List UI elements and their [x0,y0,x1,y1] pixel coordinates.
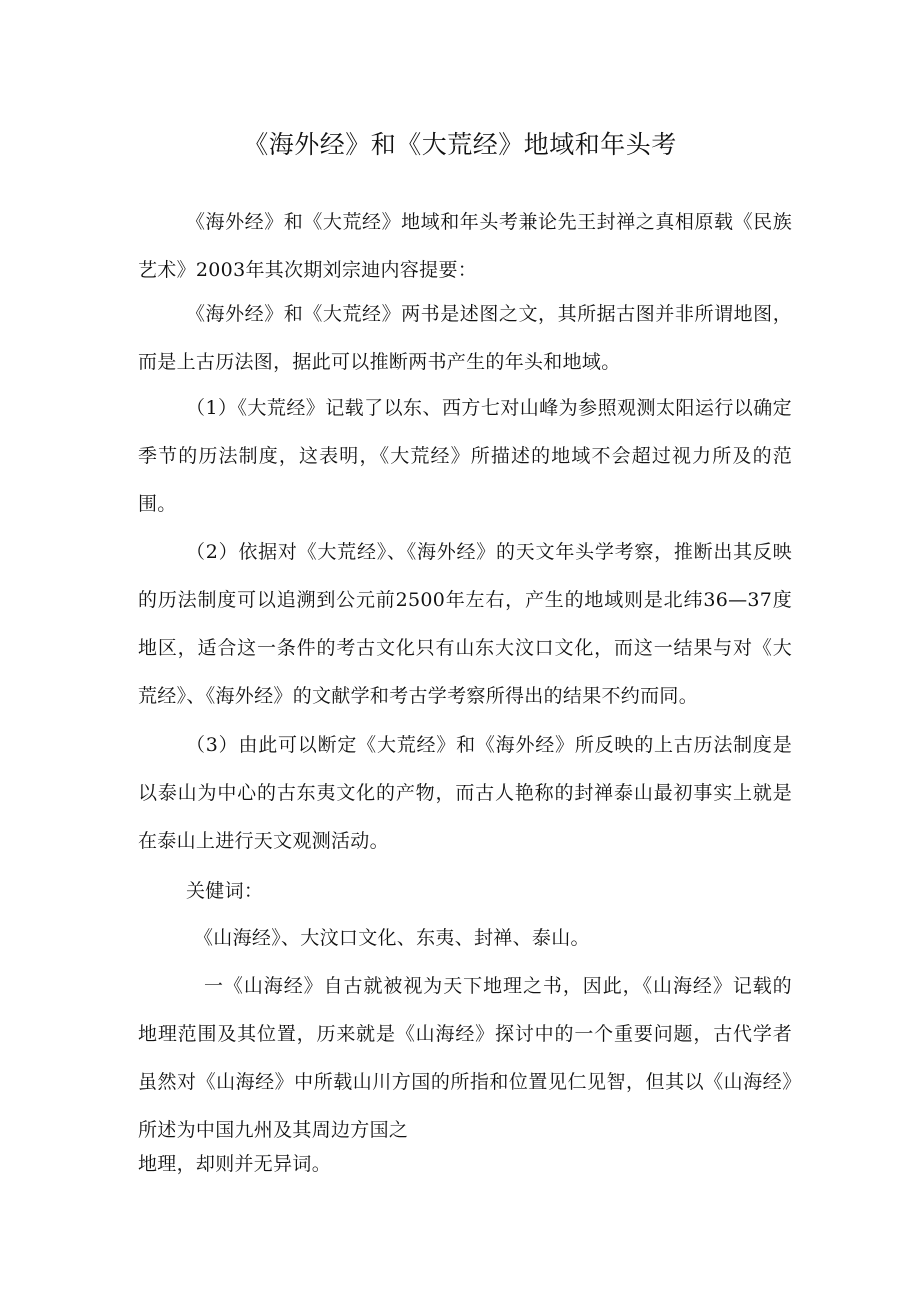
keywords-label: 关健词： [186,880,264,902]
paragraph-point-2: （2）依据对《大荒经》、《海外经》的天文年头学考察，推断出其反映的历法制度可以追溯到公元前2500年左右，产生的地域则是北纬36—37度地区，适合这一条件的考古文化只有山东大汶口文化，而这一结果与对《大荒经》、《海外经》的文献学和考古学考察所得出的结果不约而同。 [138,541,792,707]
paragraph-intro: 《海外经》和《大荒经》地域和年头考兼论先王封禅之真相原载《民族艺术》2003年其次期刘宗迪内容提要： [138,211,792,281]
keywords-list: 《山海经》、大汶口文化、东夷、封禅、泰山。 [194,927,590,949]
paragraph-continuation: 地理，却则并无异词。 [138,1153,332,1175]
paragraph-point-1: （1）《大荒经》记载了以东、西方七对山峰为参照观测太阳运行以确定季节的历法制度，这表明，《大荒经》所描述的地域不会超过视力所及的范围。 [138,397,792,515]
paragraph-abstract: 《海外经》和《大荒经》两书是述图之文，其所据古图并非所谓地图，而是上古历法图，据此可以推断两书产生的年头和地域。 [138,303,792,373]
paragraph-point-3: （3）由此可以断定《大荒经》和《海外经》所反映的上古历法制度是以泰山为中心的古东夷文化的产物，而古人艳称的封禅泰山最初事实上就是在泰山上进行天文观测活动。 [138,734,792,852]
document-title: 《海外经》和《大荒经》地域和年头考 [243,130,677,159]
paragraph-section-1: 一《山海经》自古就被视为天下地理之书，因此，《山海经》记载的地理范围及其位置，历来就是《山海经》探讨中的一个重要问题，古代学者虽然对《山海经》中所载山川方国的所指和位置见仁见智，但其以《山海经》所述为中国九州及其周边方国之 [138,975,792,1141]
